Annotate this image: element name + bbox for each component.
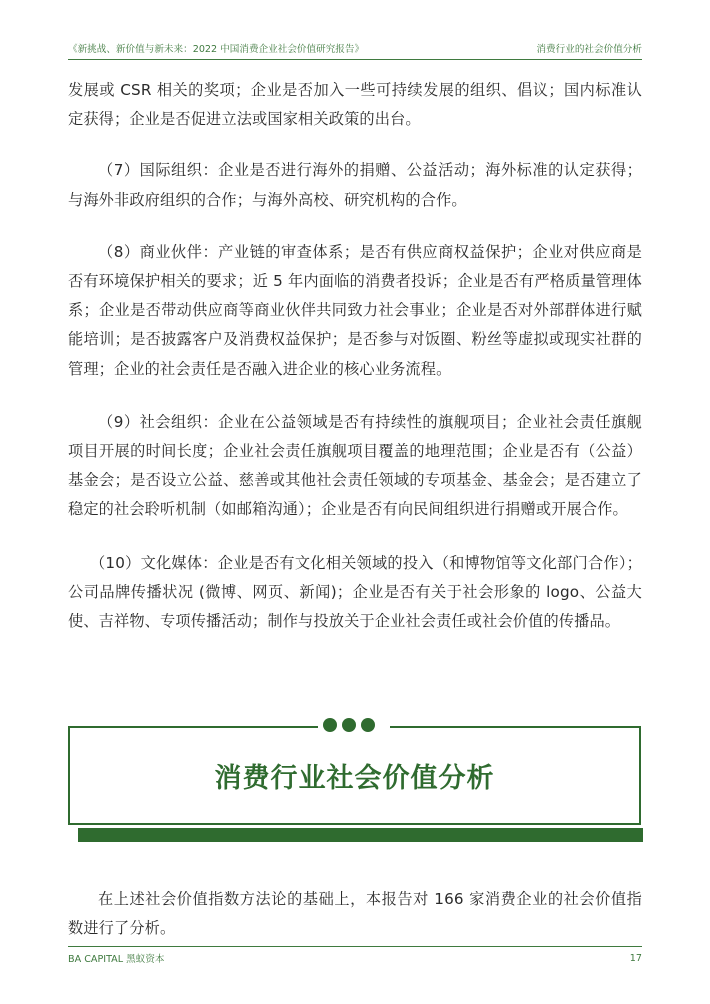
section-label: 消费行业的社会价值分析 (536, 44, 642, 55)
report-title: 《新挑战、新价值与新未来：2022 中国消费企业社会价值研究报告》 (68, 44, 365, 55)
paragraph-csr-awards: 发展或 CSR 相关的奖项；企业是否加入一些可持续发展的组织、倡议；国内标准认定获得；企业是否促进立法或国家相关政策的出台。 (68, 81, 642, 129)
banner-shadow-bar (78, 828, 643, 842)
intro-paragraph: 在上述社会价值指数方法论的基础上，本报告对 166 家消费企业的社会价值指数进行了分析。 (68, 890, 642, 938)
publisher-name: BA CAPITAL 黑蚁资本 (68, 954, 165, 965)
running-footer (68, 950, 642, 966)
header-divider (68, 59, 642, 60)
section-title: 消费行业社会价值分析 (214, 763, 495, 794)
footer-divider (68, 946, 642, 947)
paragraph-international-orgs: （7）国际组织：企业是否进行海外的捐赠、公益活动；海外标准的认定获得；与海外非政府组织的合作；与海外高校、研究机构的合作。 (68, 161, 642, 209)
intro-block (68, 885, 642, 943)
running-header (68, 38, 642, 58)
paragraph-social-orgs: （9）社会组织：企业在公益领域是否有持续性的旗舰项目；企业社会责任旗舰项目开展的时间长度；企业社会责任旗舰项目覆盖的地理范围；企业是否有（公益）基金会；是否设立公益、慈善或其他社会责任领域的专项基金、基金会；是否建立了稳定的社会聆听机制（如邮箱沟通）；企业是否有向民间组织进行捐赠或开展合作。 (68, 412, 642, 519)
paragraph-business-partners: （8）商业伙伴：产业链的审查体系；是否有供应商权益保护；企业对供应商是否有环境保护相关的要求；近 5 年内面临的消费者投诉；企业是否有严格质量管理体系；企业是否带动供应商等商业伙伴共同致力社会事业；企业是否对外部群体进行赋能培训；是否披露客户及消费权益保护；是否参与对饭圈、粉丝等虚拟或现实社群的管理；企业的社会责任是否融入进企业的核心业务流程。 (68, 242, 642, 378)
body-text (68, 76, 642, 636)
paragraph-culture-media: （10）文化媒体：企业是否有文化相关领域的投入（和博物馆等文化部门合作）；公司品牌传播状况 (微博、网页、新闻)；企业是否有关于社会形象的 logo、公益大使、吉祥物、专项传播活动；制作与投放关于企业社会责任或社会价值的传播品。 (68, 553, 642, 631)
page-number: 17 (629, 952, 642, 964)
